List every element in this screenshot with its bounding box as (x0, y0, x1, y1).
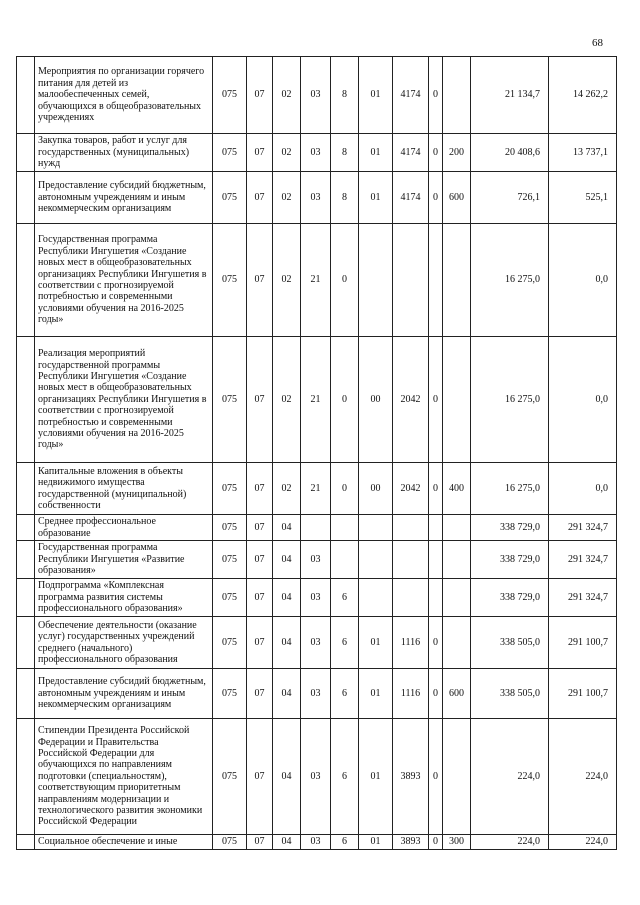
extra-code-cell (429, 224, 443, 337)
subprogram-code-cell: 6 (331, 617, 359, 669)
ministry-code-cell: 075 (213, 719, 247, 835)
extra-code-cell: 0 (429, 134, 443, 172)
amount-plan-cell: 338 729,0 (471, 515, 549, 541)
event-code-cell: 00 (359, 337, 393, 463)
section-code-cell: 07 (247, 541, 273, 579)
blank-cell (17, 57, 35, 134)
blank-cell (17, 134, 35, 172)
amount-plan-cell: 16 275,0 (471, 224, 549, 337)
program-code-cell (301, 515, 331, 541)
section-code-cell: 07 (247, 515, 273, 541)
event-code-cell: 01 (359, 172, 393, 224)
item-name-cell: Стипендии Президента Российской Федерации и Правительства Российской Федерации для обучающихся по направлениям подготовки (специальностям), соответствующим приоритетным направлениям модернизации и технологического развития экономики Российской Федерации (35, 719, 213, 835)
amount-plan-cell: 224,0 (471, 719, 549, 835)
expense-type-cell: 300 (443, 835, 471, 850)
amount-plan-cell: 726,1 (471, 172, 549, 224)
program-code-cell: 03 (301, 579, 331, 617)
table-row (17, 579, 617, 617)
item-name-cell: Государственная программа Республики Ингушетия «Развитие образования» (35, 541, 213, 579)
ministry-code-cell: 075 (213, 515, 247, 541)
item-name-cell: Реализация мероприятий государственной программы Республики Ингушетия «Создание новых мест в общеобразовательных организациях Республики Ингушетия в соответствии с прогнозируемой потребностью и современными условиями обучения на 2016-2025 годы» (35, 337, 213, 463)
subsection-code-cell: 02 (273, 172, 301, 224)
table-row (17, 719, 617, 835)
extra-code-cell: 0 (429, 617, 443, 669)
direction-code-cell: 3893 (393, 719, 429, 835)
direction-code-cell (393, 224, 429, 337)
program-code-cell: 03 (301, 719, 331, 835)
expense-type-cell (443, 515, 471, 541)
ministry-code-cell: 075 (213, 224, 247, 337)
section-code-cell: 07 (247, 224, 273, 337)
program-code-cell: 03 (301, 669, 331, 719)
table-row (17, 172, 617, 224)
direction-code-cell (393, 515, 429, 541)
subsection-code-cell: 02 (273, 224, 301, 337)
section-code-cell: 07 (247, 719, 273, 835)
table-row (17, 617, 617, 669)
blank-cell (17, 224, 35, 337)
item-name-cell: Закупка товаров, работ и услуг для государственных (муниципальных) нужд (35, 134, 213, 172)
program-code-cell: 21 (301, 337, 331, 463)
blank-cell (17, 337, 35, 463)
subprogram-code-cell (331, 541, 359, 579)
direction-code-cell: 3893 (393, 835, 429, 850)
amount-actual-cell: 291 324,7 (549, 541, 617, 579)
subsection-code-cell: 02 (273, 134, 301, 172)
table-row (17, 224, 617, 337)
table-row (17, 669, 617, 719)
subsection-code-cell: 04 (273, 835, 301, 850)
event-code-cell: 01 (359, 835, 393, 850)
amount-plan-cell: 338 505,0 (471, 669, 549, 719)
amount-plan-cell: 16 275,0 (471, 337, 549, 463)
event-code-cell: 00 (359, 463, 393, 515)
program-code-cell: 03 (301, 835, 331, 850)
program-code-cell: 21 (301, 463, 331, 515)
amount-plan-cell: 224,0 (471, 835, 549, 850)
ministry-code-cell: 075 (213, 172, 247, 224)
direction-code-cell: 4174 (393, 134, 429, 172)
table-row (17, 337, 617, 463)
ministry-code-cell: 075 (213, 337, 247, 463)
blank-cell (17, 172, 35, 224)
amount-actual-cell: 13 737,1 (549, 134, 617, 172)
table-row (17, 541, 617, 579)
subsection-code-cell: 02 (273, 337, 301, 463)
section-code-cell: 07 (247, 172, 273, 224)
amount-actual-cell: 0,0 (549, 463, 617, 515)
extra-code-cell (429, 515, 443, 541)
subprogram-code-cell: 0 (331, 337, 359, 463)
ministry-code-cell: 075 (213, 617, 247, 669)
subsection-code-cell: 04 (273, 515, 301, 541)
direction-code-cell (393, 541, 429, 579)
direction-code-cell: 2042 (393, 337, 429, 463)
subsection-code-cell: 04 (273, 617, 301, 669)
amount-actual-cell: 291 100,7 (549, 617, 617, 669)
extra-code-cell (429, 579, 443, 617)
section-code-cell: 07 (247, 617, 273, 669)
program-code-cell: 03 (301, 134, 331, 172)
subsection-code-cell: 04 (273, 541, 301, 579)
direction-code-cell: 4174 (393, 57, 429, 134)
subprogram-code-cell: 6 (331, 719, 359, 835)
expense-type-cell (443, 337, 471, 463)
ministry-code-cell: 075 (213, 579, 247, 617)
blank-cell (17, 835, 35, 850)
item-name-cell: Обеспечение деятельности (оказание услуг) государственных учреждений среднего (начального) профессионального образования (35, 617, 213, 669)
subsection-code-cell: 04 (273, 579, 301, 617)
blank-cell (17, 541, 35, 579)
event-code-cell (359, 541, 393, 579)
section-code-cell: 07 (247, 134, 273, 172)
expense-type-cell (443, 541, 471, 579)
event-code-cell: 01 (359, 669, 393, 719)
event-code-cell (359, 224, 393, 337)
item-name-cell: Среднее профессиональное образование (35, 515, 213, 541)
event-code-cell: 01 (359, 617, 393, 669)
direction-code-cell: 1116 (393, 617, 429, 669)
extra-code-cell: 0 (429, 172, 443, 224)
subprogram-code-cell (331, 515, 359, 541)
expense-type-cell: 400 (443, 463, 471, 515)
amount-plan-cell: 16 275,0 (471, 463, 549, 515)
ministry-code-cell: 075 (213, 835, 247, 850)
event-code-cell: 01 (359, 719, 393, 835)
table-row (17, 57, 617, 134)
blank-cell (17, 463, 35, 515)
amount-actual-cell: 525,1 (549, 172, 617, 224)
table-row (17, 515, 617, 541)
table-row (17, 134, 617, 172)
direction-code-cell (393, 579, 429, 617)
program-code-cell: 03 (301, 541, 331, 579)
expense-type-cell (443, 57, 471, 134)
event-code-cell: 01 (359, 134, 393, 172)
subprogram-code-cell: 8 (331, 134, 359, 172)
event-code-cell: 01 (359, 57, 393, 134)
subprogram-code-cell: 6 (331, 835, 359, 850)
extra-code-cell: 0 (429, 337, 443, 463)
amount-plan-cell: 338 729,0 (471, 541, 549, 579)
extra-code-cell: 0 (429, 669, 443, 719)
expense-type-cell (443, 719, 471, 835)
program-code-cell: 03 (301, 617, 331, 669)
amount-actual-cell: 0,0 (549, 224, 617, 337)
expense-type-cell (443, 617, 471, 669)
table-row (17, 835, 617, 850)
amount-actual-cell: 291 100,7 (549, 669, 617, 719)
extra-code-cell: 0 (429, 57, 443, 134)
section-code-cell: 07 (247, 463, 273, 515)
extra-code-cell: 0 (429, 463, 443, 515)
section-code-cell: 07 (247, 337, 273, 463)
subprogram-code-cell: 8 (331, 57, 359, 134)
expense-type-cell: 200 (443, 134, 471, 172)
amount-actual-cell: 0,0 (549, 337, 617, 463)
direction-code-cell: 2042 (393, 463, 429, 515)
item-name-cell: Предоставление субсидий бюджетным, автономным учреждениям и иным некоммерческим организациям (35, 669, 213, 719)
program-code-cell: 03 (301, 172, 331, 224)
ministry-code-cell: 075 (213, 463, 247, 515)
amount-actual-cell: 291 324,7 (549, 515, 617, 541)
extra-code-cell: 0 (429, 719, 443, 835)
amount-actual-cell: 291 324,7 (549, 579, 617, 617)
blank-cell (17, 617, 35, 669)
section-code-cell: 07 (247, 579, 273, 617)
ministry-code-cell: 075 (213, 57, 247, 134)
amount-plan-cell: 338 505,0 (471, 617, 549, 669)
item-name-cell: Предоставление субсидий бюджетным, автономным учреждениям и иным некоммерческим организациям (35, 172, 213, 224)
subprogram-code-cell: 0 (331, 224, 359, 337)
page-number: 68 (592, 37, 603, 49)
amount-plan-cell: 21 134,7 (471, 57, 549, 134)
item-name-cell: Социальное обеспечение и иные (35, 835, 213, 850)
direction-code-cell: 1116 (393, 669, 429, 719)
subprogram-code-cell: 8 (331, 172, 359, 224)
blank-cell (17, 579, 35, 617)
expense-type-cell: 600 (443, 172, 471, 224)
expense-type-cell: 600 (443, 669, 471, 719)
section-code-cell: 07 (247, 669, 273, 719)
ministry-code-cell: 075 (213, 669, 247, 719)
blank-cell (17, 515, 35, 541)
amount-plan-cell: 20 408,6 (471, 134, 549, 172)
amount-actual-cell: 224,0 (549, 719, 617, 835)
subsection-code-cell: 02 (273, 463, 301, 515)
item-name-cell: Капитальные вложения в объекты недвижимого имущества государственной (муниципальной) собственности (35, 463, 213, 515)
item-name-cell: Мероприятия по организации горячего питания для детей из малообеспеченных семей, обучающихся в общеобразовательных учреждениях (35, 57, 213, 134)
subsection-code-cell: 02 (273, 57, 301, 134)
item-name-cell: Государственная программа Республики Ингушетия «Создание новых мест в общеобразовательных организациях Республики Ингушетия в соответствии с прогнозируемой потребностью и современными условиями обучения на 2016-2025 годы» (35, 224, 213, 337)
subprogram-code-cell: 0 (331, 463, 359, 515)
ministry-code-cell: 075 (213, 134, 247, 172)
expense-type-cell (443, 224, 471, 337)
subprogram-code-cell: 6 (331, 579, 359, 617)
budget-table (16, 56, 617, 850)
table-row (17, 463, 617, 515)
amount-actual-cell: 224,0 (549, 835, 617, 850)
event-code-cell (359, 579, 393, 617)
section-code-cell: 07 (247, 835, 273, 850)
section-code-cell: 07 (247, 57, 273, 134)
blank-cell (17, 669, 35, 719)
subsection-code-cell: 04 (273, 719, 301, 835)
expense-type-cell (443, 579, 471, 617)
subsection-code-cell: 04 (273, 669, 301, 719)
program-code-cell: 21 (301, 224, 331, 337)
amount-plan-cell: 338 729,0 (471, 579, 549, 617)
direction-code-cell: 4174 (393, 172, 429, 224)
extra-code-cell: 0 (429, 835, 443, 850)
amount-actual-cell: 14 262,2 (549, 57, 617, 134)
extra-code-cell (429, 541, 443, 579)
item-name-cell: Подпрограмма «Комплексная программа развития системы профессионального образования» (35, 579, 213, 617)
ministry-code-cell: 075 (213, 541, 247, 579)
event-code-cell (359, 515, 393, 541)
program-code-cell: 03 (301, 57, 331, 134)
subprogram-code-cell: 6 (331, 669, 359, 719)
blank-cell (17, 719, 35, 835)
